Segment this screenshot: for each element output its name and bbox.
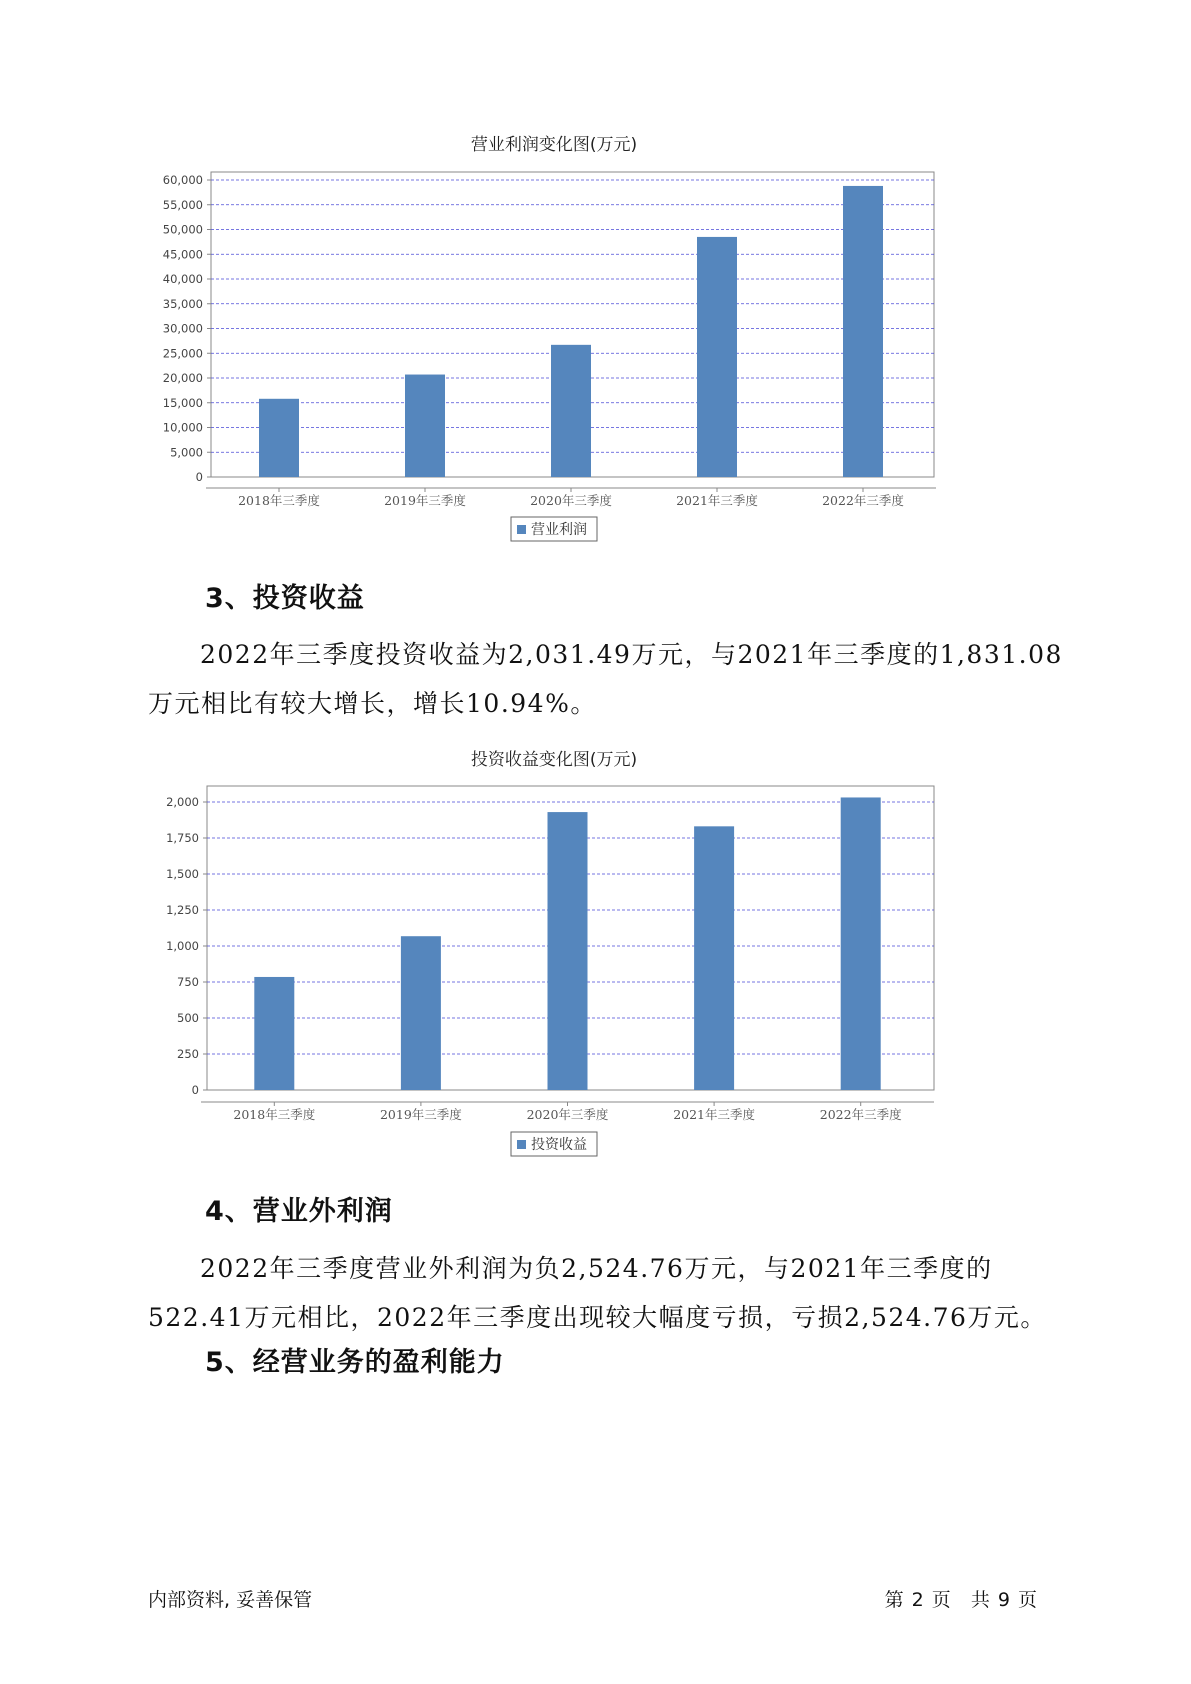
page-number: 2	[911, 1589, 924, 1611]
x-tick-label: 2019年三季度	[384, 493, 466, 508]
legend	[511, 1132, 597, 1156]
page-indicator	[881, 1585, 1041, 1612]
confidential-note: 内部资料, 妥善保管	[148, 1589, 313, 1611]
bar	[254, 977, 294, 1090]
total-pages: 9	[997, 1589, 1010, 1611]
x-tick-label: 2018年三季度	[238, 493, 320, 508]
bar	[401, 936, 441, 1090]
y-tick-label: 30,000	[162, 321, 203, 336]
bar	[259, 399, 299, 477]
x-tick-label: 2018年三季度	[233, 1107, 316, 1122]
y-tick-label: 5,000	[170, 445, 203, 460]
x-tick-label: 2021年三季度	[673, 1107, 756, 1122]
y-tick-label: 250	[177, 1047, 199, 1061]
total-suffix: 页	[1017, 1589, 1037, 1611]
x-tick-label: 2020年三季度	[526, 1107, 609, 1122]
y-tick-label: 50,000	[162, 222, 203, 237]
bar	[843, 186, 883, 477]
bar	[548, 812, 588, 1090]
y-tick-label: 1,000	[166, 939, 199, 953]
x-tick-label: 2019年三季度	[379, 1107, 462, 1122]
legend-swatch	[517, 525, 526, 534]
investment-paragraph: 2022年三季度投资收益为2,031.49万元，与2021年三季度的1,831.08万元相比有较大增长，增长10.94%。	[148, 640, 1063, 718]
y-tick-label: 750	[177, 975, 199, 989]
y-tick-label: 10,000	[162, 420, 203, 435]
total-prefix: 共	[970, 1589, 990, 1611]
y-tick-label: 45,000	[162, 247, 203, 262]
bar	[551, 345, 591, 477]
x-tick-label: 2021年三季度	[676, 493, 758, 508]
operating-profit-chart-svg	[148, 130, 1028, 560]
legend-swatch	[517, 1140, 526, 1149]
nonoperating-paragraph: 2022年三季度营业外利润为负2,524.76万元，与2021年三季度的522.41万元相比，2022年三季度出现较大幅度亏损，亏损2,524.76万元。	[148, 1254, 1047, 1332]
section-heading-nonoperating: 4、营业外利润	[205, 1196, 393, 1227]
y-tick-label: 2,000	[166, 795, 199, 809]
bar	[694, 826, 734, 1090]
y-tick-label: 15,000	[162, 395, 203, 410]
bar	[405, 375, 445, 477]
legend	[511, 517, 597, 541]
page-label-prefix: 第	[884, 1589, 904, 1611]
page-label-mid: 页	[931, 1589, 951, 1611]
y-tick-label: 1,750	[166, 831, 199, 845]
y-tick-label: 25,000	[162, 346, 203, 361]
section-heading-profitability: 5、经营业务的盈利能力	[205, 1347, 505, 1378]
y-tick-label: 20,000	[162, 371, 203, 385]
y-tick-label: 60,000	[162, 173, 203, 187]
x-tick-label: 2020年三季度	[530, 493, 612, 508]
legend-label: 投资收益	[531, 1137, 587, 1153]
operating-profit-chart	[148, 130, 1028, 560]
y-tick-label: 1,500	[166, 867, 199, 881]
chart-title: 营业利润变化图(万元)	[470, 135, 638, 155]
x-tick-label: 2022年三季度	[822, 493, 904, 508]
section-heading-investment: 3、投资收益	[205, 583, 365, 614]
x-tick-label: 2022年三季度	[819, 1107, 902, 1122]
investment-income-chart	[148, 745, 1028, 1170]
bar	[697, 237, 737, 477]
y-tick-label: 0	[191, 1083, 199, 1097]
y-tick-label: 55,000	[162, 197, 203, 212]
investment-income-chart-svg	[148, 745, 1028, 1170]
chart-title: 投资收益变化图(万元)	[470, 750, 638, 770]
y-tick-label: 40,000	[162, 272, 203, 286]
y-tick-label: 1,250	[166, 903, 199, 917]
y-tick-label: 500	[177, 1011, 199, 1025]
legend-label: 营业利润	[531, 522, 587, 538]
y-tick-label: 35,000	[162, 296, 203, 311]
bar	[841, 797, 881, 1090]
y-tick-label: 0	[195, 470, 203, 484]
